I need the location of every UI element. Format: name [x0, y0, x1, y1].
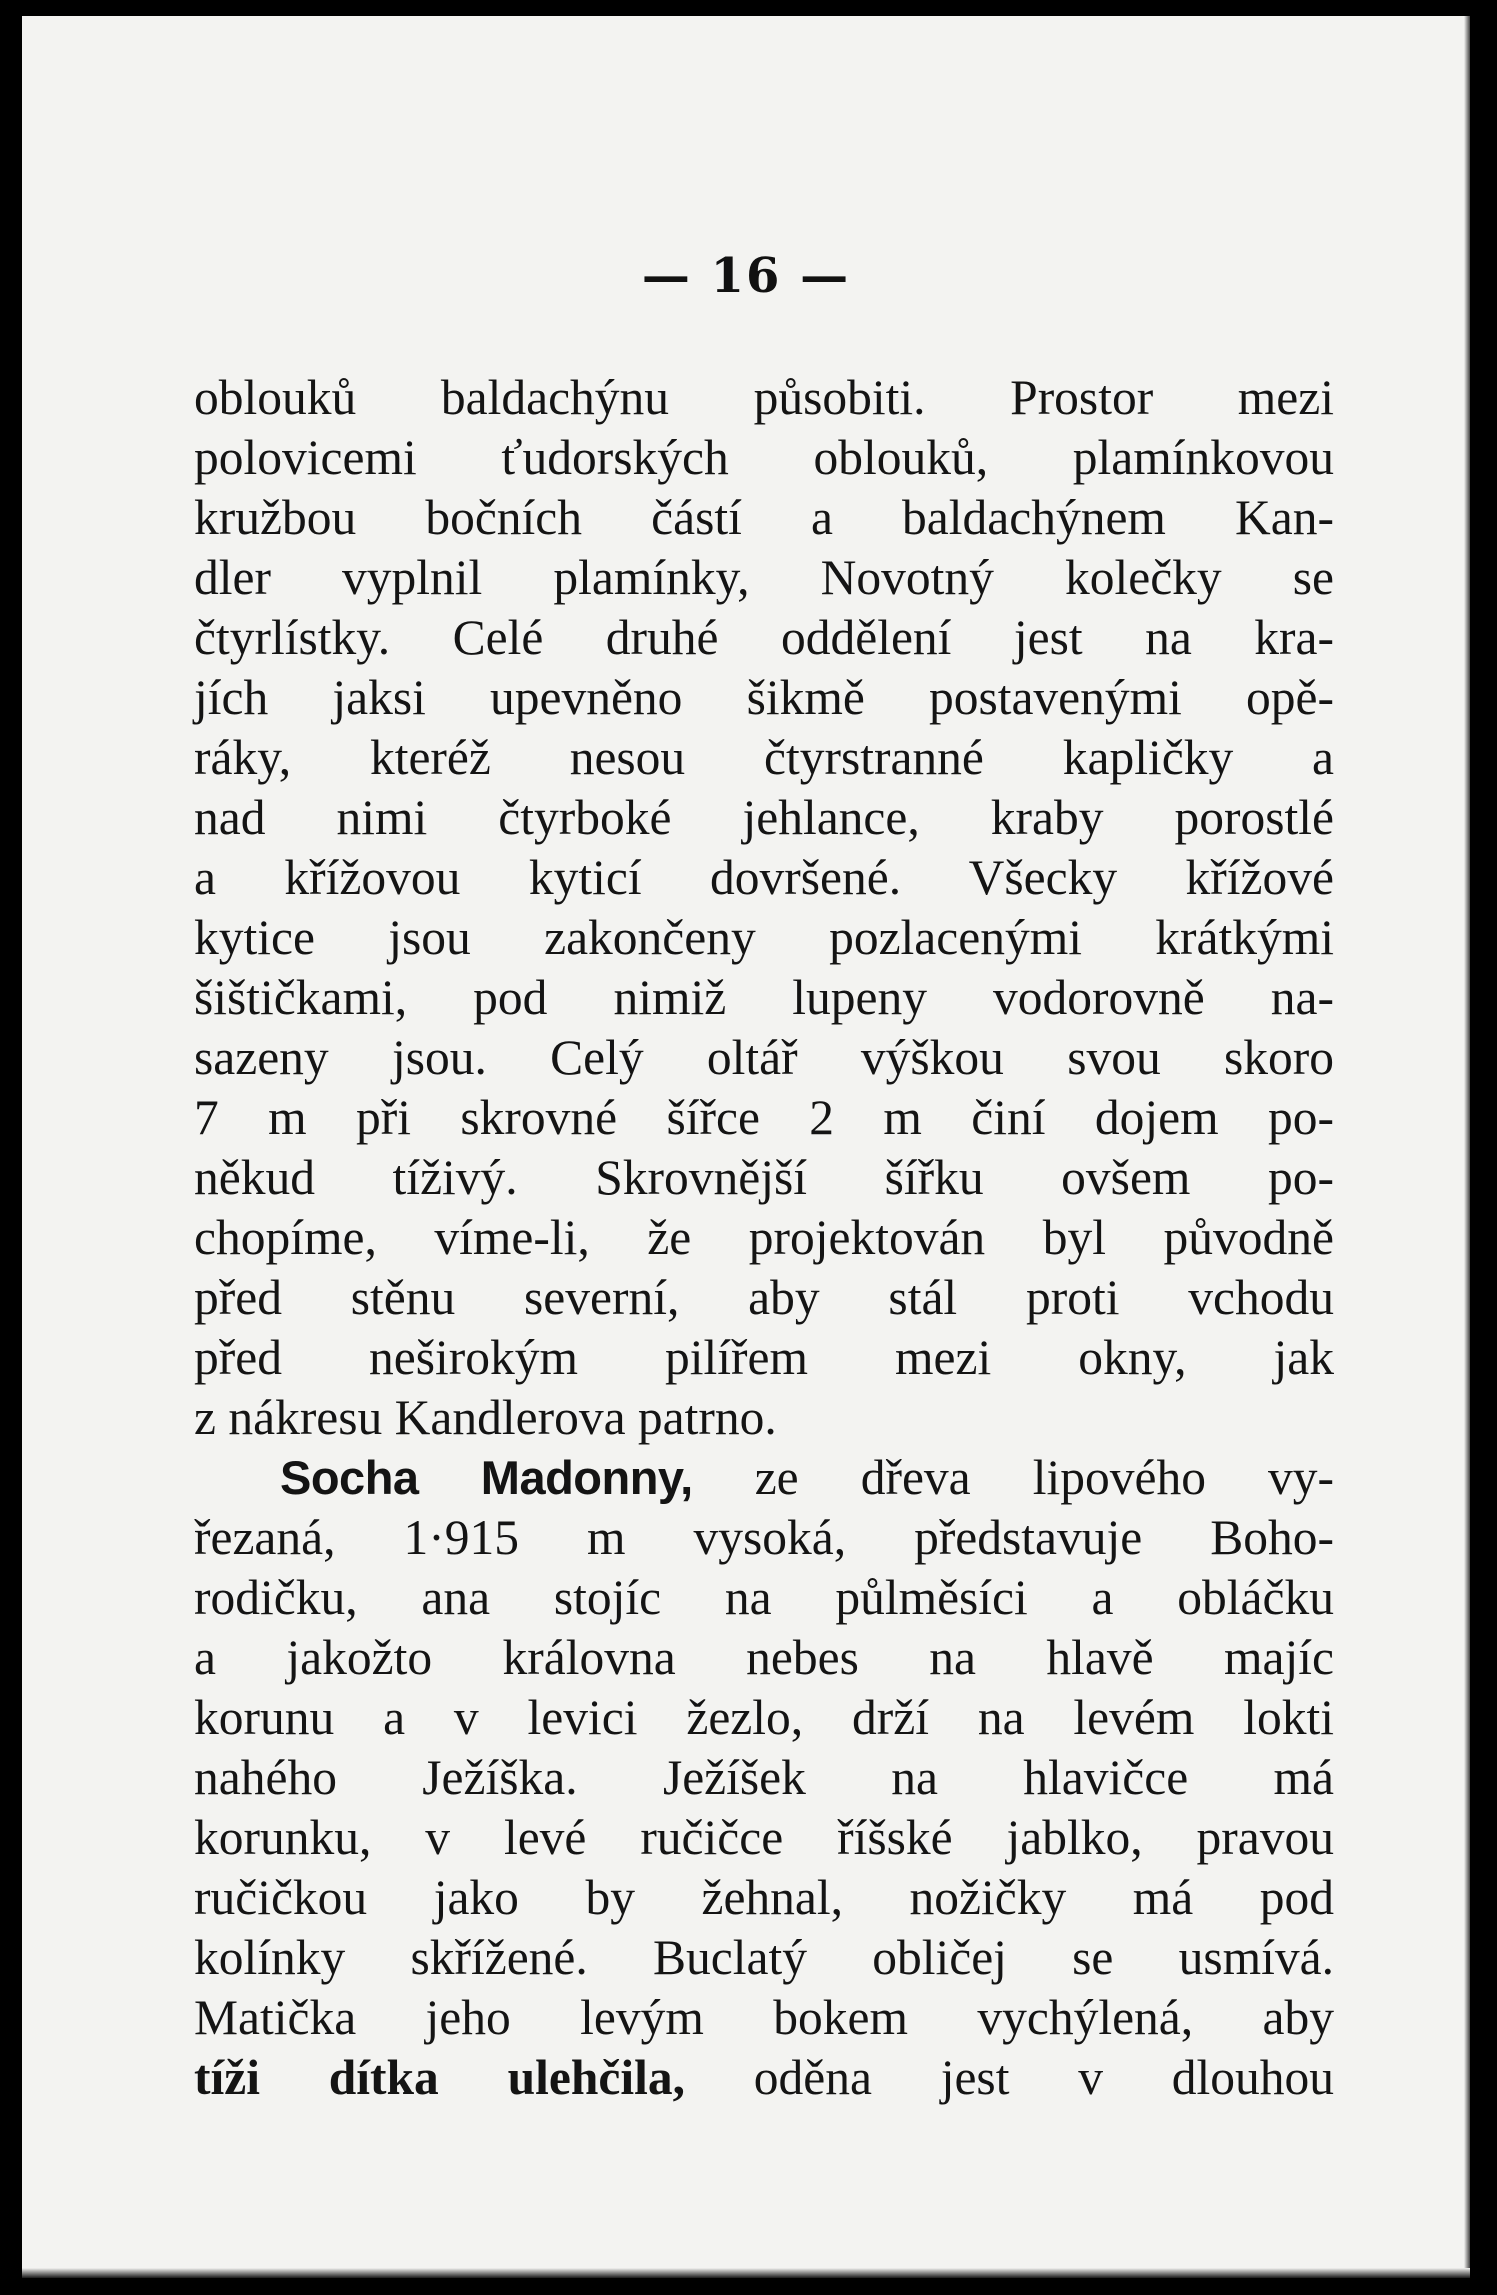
paragraph-line: ráky, kteréž nesou čtyrstranné kapličky a — [194, 730, 1334, 785]
paragraph-line: nad nimi čtyrboké jehlance, kraby porostlé — [194, 790, 1334, 845]
paragraph-line: před neširokým pilířem mezi okny, jak — [194, 1330, 1334, 1385]
emphasized-text: tíži dítka ulehčila, — [194, 2050, 685, 2105]
paragraph-line: řezaná, 1·915 m vysoká, představuje Boho- — [194, 1510, 1334, 1565]
body-text — [194, 368, 1334, 2108]
paragraph-line: polovicemi ťudorských oblouků, plamínkovou — [194, 430, 1334, 485]
paragraph-line: chopíme, víme-li, že projektován byl původně — [194, 1210, 1334, 1265]
paragraph-line: Matička jeho levým bokem vychýlená, aby — [194, 1990, 1334, 2045]
paragraph-line: před stěnu severní, aby stál proti vchodu — [194, 1270, 1334, 1325]
paragraph-line: Socha Madonny, ze dřeva lipového vy- — [280, 1450, 1334, 1505]
page-edge-shadow — [22, 2268, 1470, 2278]
paragraph-line: tíži dítka ulehčila, oděna jest v dlouhou — [194, 2050, 1335, 2105]
paragraph-line: někud tíživý. Skrovnější šířku ovšem po- — [194, 1150, 1334, 1205]
paragraph-line: korunku, v levé ručičce říšské jablko, pravou — [194, 1810, 1334, 1865]
paragraph-line: jích jaksi upevněno šikmě postavenými opě- — [194, 670, 1334, 725]
page-edge-shadow — [1464, 16, 1470, 2278]
paragraph-line: kolínky skřížené. Buclatý obličej se usmívá. — [194, 1930, 1334, 1985]
paragraph-2 — [194, 1448, 1334, 2108]
page-number: — 16 — — [641, 248, 851, 304]
paragraph-line: kytice jsou zakončeny pozlacenými krátkými — [194, 910, 1334, 965]
paragraph-line: nahého Ježíška. Ježíšek na hlavičce má — [194, 1750, 1334, 1805]
paragraph-line: šištičkami, pod nimiž lupeny vodorovně na- — [194, 970, 1334, 1025]
paragraph-line: oblouků baldachýnu působiti. Prostor mezi — [194, 370, 1334, 425]
paragraph-line: z nákresu Kandlerova patrno. — [194, 1390, 777, 1445]
paragraph-line: kružbou bočních částí a baldachýnem Kan- — [194, 490, 1334, 545]
paragraph-line: rodičku, ana stojíc na půlměsíci a obláčku — [194, 1570, 1334, 1625]
paragraph-line: ručičkou jako by žehnal, nožičky má pod — [194, 1870, 1334, 1925]
paragraph-line: a jakožto královna nebes na hlavě majíc — [194, 1630, 1334, 1685]
paragraph-line: sazeny jsou. Celý oltář výškou svou skoro — [194, 1030, 1334, 1085]
section-heading: Socha Madonny, — [280, 1451, 693, 1504]
paragraph-1 — [194, 368, 1334, 1448]
paragraph-line: korunu a v levici žezlo, drží na levém lokti — [194, 1690, 1334, 1745]
document-page — [22, 16, 1470, 2278]
paragraph-line: a křížovou kyticí dovršené. Všecky křížové — [194, 850, 1334, 905]
paragraph-line: dler vyplnil plamínky, Novotný kolečky se — [194, 550, 1334, 605]
paragraph-line: čtyrlístky. Celé druhé oddělení jest na kra- — [194, 610, 1334, 665]
paragraph-line: 7 m při skrovné šířce 2 m činí dojem po- — [194, 1090, 1334, 1145]
